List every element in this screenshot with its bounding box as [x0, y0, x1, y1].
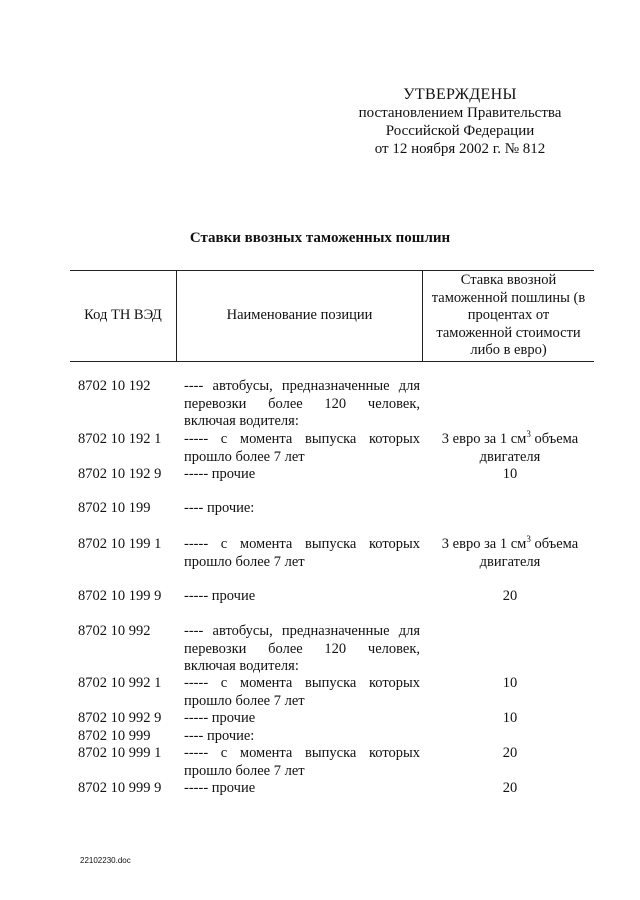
row-name: ---- автобусы, предназначенные для перевозки более 120 человек, включая водителя: [184, 623, 420, 674]
row-rate: 20 [502, 588, 518, 604]
row-code: 8702 10 992 1 [78, 675, 162, 691]
table-header [70, 270, 594, 362]
row-name: ----- с момента выпуска которых прошло более 7 лет [184, 431, 420, 465]
row-code: 8702 10 192 [78, 378, 151, 394]
row-rate: 10 [502, 466, 518, 482]
approval-block [330, 86, 590, 158]
row-name: ---- прочие: [184, 728, 255, 744]
approval-line-2: Российской Федерации [385, 123, 535, 139]
approval-heading: УТВЕРЖДЕНЫ [403, 86, 517, 103]
row-code: 8702 10 992 [78, 623, 151, 639]
row-code: 8702 10 999 9 [78, 780, 162, 796]
row-rate: 3 евро за 1 $см^3$ объема двигателя [441, 429, 579, 465]
row-rate: 3 евро за 1 $см^3$ объема двигателя [441, 534, 579, 570]
row-name: ----- прочие [184, 710, 256, 726]
row-code: 8702 10 192 9 [78, 466, 162, 482]
row-name: ---- автобусы, предназначенные для перевозки более 120 человек, включая водителя: [184, 378, 420, 429]
row-name: ----- с момента выпуска которых прошло более 7 лет [184, 536, 420, 570]
row-rate: 20 [502, 780, 518, 796]
row-name: ----- прочие [184, 780, 256, 796]
row-code: 8702 10 192 1 [78, 431, 162, 447]
approval-line-1: постановлением Правительства [358, 105, 562, 121]
document-title: Ставки ввозных таможенных пошлин [189, 230, 451, 246]
header-name: Наименование позиции [226, 307, 373, 324]
approval-line-3: от 12 ноября 2002 г. № 812 [374, 141, 546, 157]
row-code: 8702 10 999 1 [78, 745, 162, 761]
row-name: ----- прочие [184, 466, 256, 482]
row-code: 8702 10 199 [78, 500, 151, 516]
row-rate: 10 [502, 710, 518, 726]
row-name: ----- с момента выпуска которых прошло более 7 лет [184, 745, 420, 779]
row-code: 8702 10 199 1 [78, 536, 162, 552]
header-code: Код ТН ВЭД [84, 307, 162, 324]
row-code: 8702 10 999 [78, 728, 151, 744]
footer-filename: 22102230.doc [80, 856, 131, 865]
row-code: 8702 10 992 9 [78, 710, 162, 726]
row-rate: 20 [502, 745, 518, 761]
row-name: ---- прочие: [184, 500, 255, 516]
row-code: 8702 10 199 9 [78, 588, 162, 604]
header-rate: Ставка ввозной таможенной пошлины (в процентах от таможенной стоимости либо в евро) [431, 272, 586, 359]
row-name: ----- с момента выпуска которых прошло более 7 лет [184, 675, 420, 709]
row-rate: 10 [502, 675, 518, 691]
row-name: ----- прочие [184, 588, 256, 604]
